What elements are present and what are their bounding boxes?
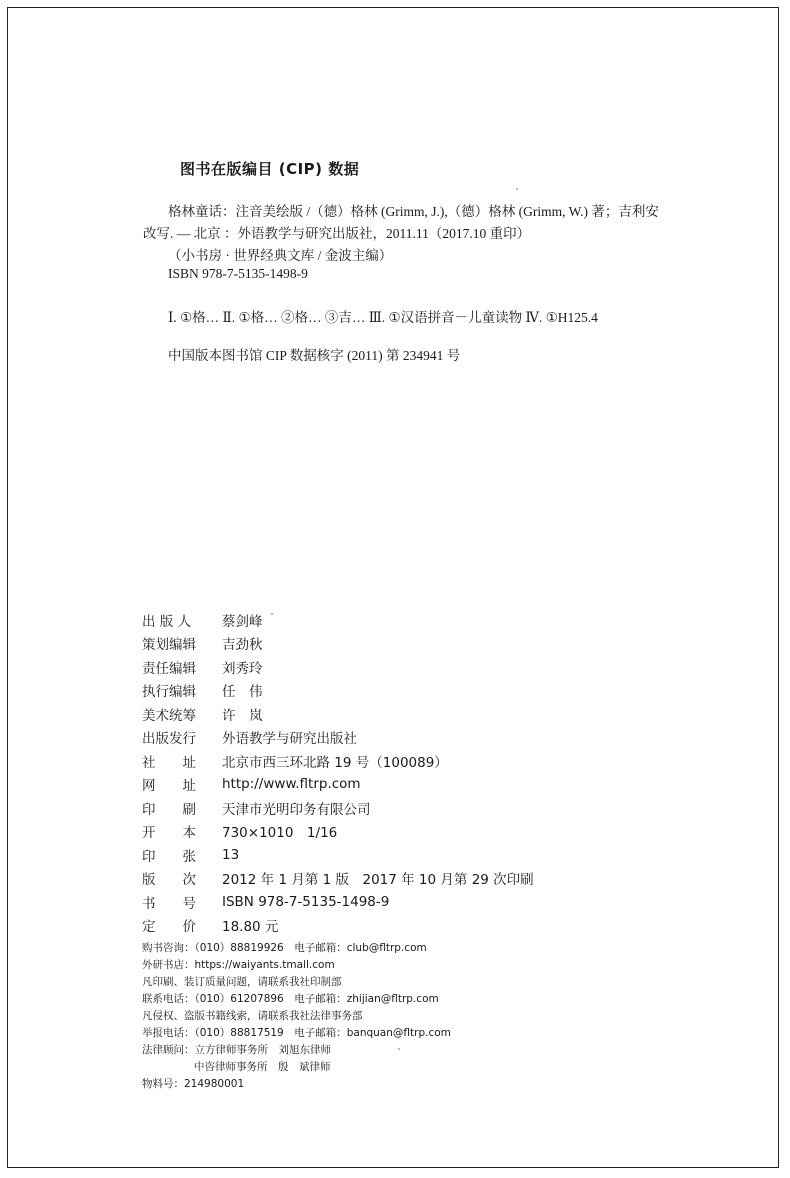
info-value: 刘秀玲: [222, 660, 263, 677]
quality-contact: 联系电话：（010）61207896 电子邮箱：zhijian@fltrp.com: [142, 993, 439, 1005]
info-value: 18.80 元: [222, 919, 279, 936]
legal-advisor-1: 法律顾问：立方律师事务所 刘旭东律师: [142, 1044, 331, 1056]
info-value: http://www.fltrp.com: [222, 776, 361, 793]
online-store: 外研书店：https://waiyants.tmall.com: [142, 959, 335, 971]
info-row: [142, 843, 702, 867]
item-number: 物料号：214980001: [142, 1078, 245, 1090]
contact-info: [142, 940, 451, 1093]
info-label: 社 址: [142, 754, 196, 771]
info-row: [142, 867, 702, 891]
purchase-contact: 购书咨询：（010）88819926 电子邮箱：club@fltrp.com: [142, 942, 427, 954]
info-row: [142, 773, 702, 797]
info-label: 出 版 人: [142, 613, 192, 630]
cip-bibliographic-line-1: 格林童话：注音美绘版 /（德）格林 (Grimm, J.),（德）格林 (Grimm, W.) 著；吉利安: [168, 204, 659, 219]
quality-notice: 凡印刷、装订质量问题，请联系我社印制部: [142, 976, 342, 988]
info-label: 定 价: [142, 919, 196, 936]
info-row: [142, 820, 702, 844]
cip-series-line: （小书房 · 世界经典文库 / 金波主编）: [168, 248, 393, 263]
info-row: [142, 655, 702, 679]
info-value: 13: [222, 846, 240, 863]
info-row: [142, 749, 702, 773]
cip-title: 图书在版编目 (CIP) 数据: [180, 160, 360, 178]
piracy-contact: 举报电话：（010）88817519 电子邮箱：banquan@fltrp.com: [142, 1027, 451, 1039]
info-value: 外语教学与研究出版社: [222, 731, 357, 748]
info-row: [142, 679, 702, 703]
info-value: 天津市光明印务有限公司: [222, 801, 371, 818]
info-value: 730×1010 1/16: [222, 825, 338, 842]
info-value: 吉劲秋: [222, 637, 263, 654]
info-label: 执行编辑: [142, 684, 196, 701]
publication-info: [142, 608, 702, 937]
info-label: 责任编辑: [142, 660, 196, 677]
legal-advisor-2: 中咨律师事务所 殷 斌律师: [194, 1061, 331, 1073]
info-row: [142, 632, 702, 656]
info-label: 开 本: [142, 825, 196, 842]
scan-speck: [271, 613, 273, 615]
info-value: 任 伟: [222, 684, 263, 701]
info-value: ISBN 978-7-5135-1498-9: [222, 893, 390, 910]
info-label: 印 张: [142, 848, 196, 865]
info-row: [142, 796, 702, 820]
scan-speck: [516, 188, 518, 190]
info-label: 出版发行: [142, 731, 196, 748]
info-value: 许 岚: [222, 707, 263, 724]
info-row: [142, 890, 702, 914]
cip-record-number: 中国版本图书馆 CIP 数据核字 (2011) 第 234941 号: [168, 348, 461, 363]
info-label: 印 刷: [142, 801, 196, 818]
piracy-notice: 凡侵权、盗版书籍线索，请联系我社法律事务部: [142, 1010, 363, 1022]
cip-bibliographic-line-2: 改写. — 北京 ：外语教学与研究出版社，2011.11（2017.10 重印）: [143, 226, 531, 241]
info-row: [142, 608, 702, 632]
info-value: 2012 年 1 月第 1 版 2017 年 10 月第 29 次印刷: [222, 872, 534, 889]
info-label: 网 址: [142, 778, 196, 795]
info-row: [142, 726, 702, 750]
info-label: 版 次: [142, 872, 196, 889]
scan-speck: [398, 1048, 400, 1050]
info-value: 北京市西三环北路 19 号（100089）: [222, 754, 448, 771]
info-label: 书 号: [142, 895, 196, 912]
info-row: [142, 914, 702, 938]
page-frame: [7, 7, 779, 1168]
info-label: 策划编辑: [142, 637, 196, 654]
info-row: [142, 702, 702, 726]
cip-classification: Ⅰ. ①格… Ⅱ. ①格… ②格… ③吉… Ⅲ. ①汉语拼音－儿童读物 Ⅳ. ①H125.4: [168, 310, 598, 325]
cip-isbn: ISBN 978-7-5135-1498-9: [168, 266, 308, 281]
info-value: 蔡剑峰: [222, 613, 263, 630]
info-label: 美术统筹: [142, 707, 196, 724]
